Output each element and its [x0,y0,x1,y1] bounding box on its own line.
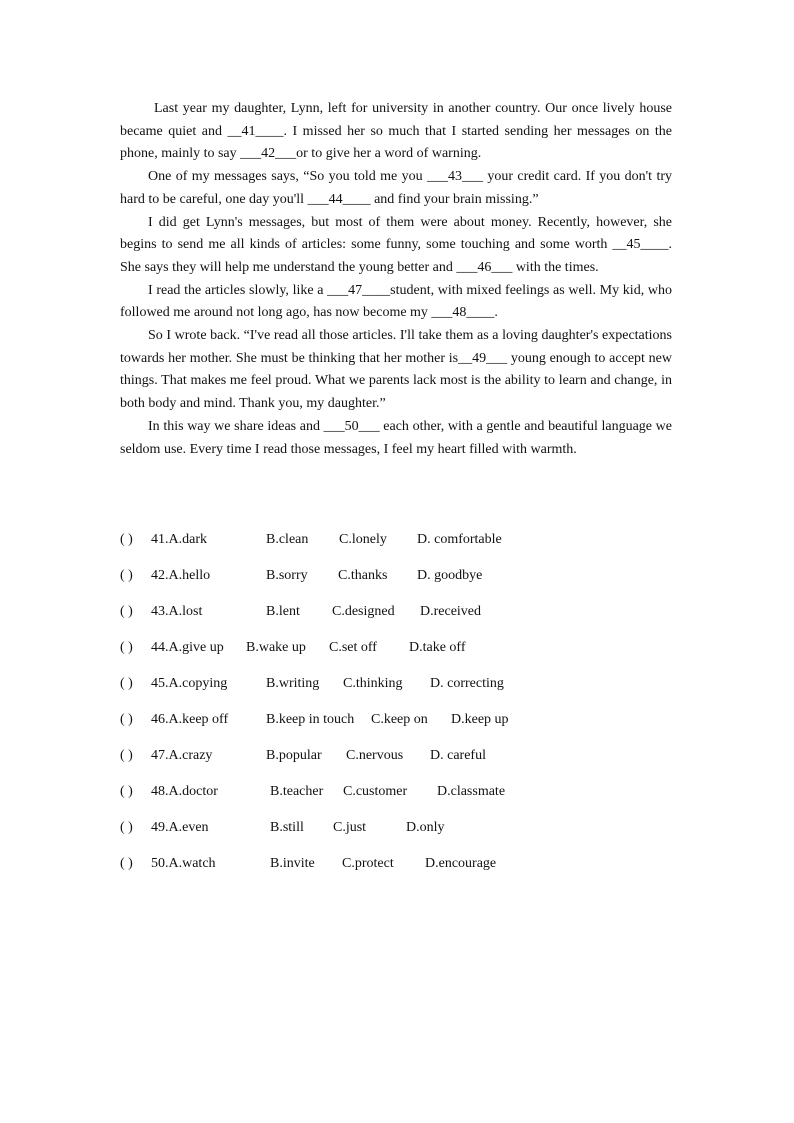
question-48 [120,782,680,802]
option-b: B.popular [266,748,322,763]
option-d: D.take off [409,640,466,655]
question-44 [120,638,680,658]
option-d: D. careful [430,748,486,763]
option-d: D.keep up [451,712,509,727]
option-c: C.customer [343,784,408,799]
option-b: B.wake up [246,640,306,655]
option-b: B.still [270,820,304,835]
answer-blank[interactable]: ( ) [120,604,133,619]
question-49 [120,818,680,838]
option-a: 43.A.lost [151,604,203,619]
option-c: C.set off [329,640,377,655]
question-46 [120,710,680,730]
passage-paragraph: I read the articles slowly, like a ___47____student, with mixed feelings as well. My kid, who followed me around not long ago, has now become my ___48____. [120,282,672,321]
option-a: 48.A.doctor [151,784,218,799]
question-45 [120,674,680,694]
option-d: D.received [420,604,482,619]
answer-blank[interactable]: ( ) [120,748,133,763]
option-b: B.teacher [270,784,324,799]
option-c: C.keep on [371,712,428,727]
option-c: C.thanks [338,568,388,583]
question-42 [120,566,680,586]
option-b: B.invite [270,856,315,871]
passage-paragraph: So I wrote back. “I've read all those articles. I'll take them as a loving daughter's expectations towards her mother. She must be thinking that her mother is__49___ young enough to accept new things. That makes me feel proud. What we parents lack most is the ability to learn and change, in both body and mind. Thank you, my daughter.” [120,328,672,412]
option-b: B.keep in touch [266,712,355,727]
passage-paragraph: Last year my daughter, Lynn, left for university in another country. Our once lively house became quiet and __41____. I missed her so much that I started sending her messages on the phone, mainly to say ___42___or to give her a word of warning. [120,101,672,162]
option-c: C.designed [332,604,395,619]
option-b: B.sorry [266,568,308,583]
question-50 [120,854,680,874]
option-d: D.encourage [425,856,497,871]
option-c: C.lonely [339,532,387,547]
option-b: B.lent [266,604,300,619]
question-41 [120,530,680,550]
answer-blank[interactable]: ( ) [120,820,133,835]
passage-paragraph: In this way we share ideas and ___50___ each other, with a gentle and beautiful language we seldom use. Every time I read those messages, I feel my heart filled with warmth. [120,418,672,457]
option-d: D.classmate [437,784,506,799]
answer-blank[interactable]: ( ) [120,676,133,691]
option-d: D. comfortable [417,532,502,547]
answer-blank[interactable]: ( ) [120,856,133,871]
answer-blank[interactable]: ( ) [120,640,133,655]
option-a: 46.A.keep off [151,712,229,727]
option-c: C.thinking [343,676,403,691]
option-a: 41.A.dark [151,532,207,547]
answer-blank[interactable]: ( ) [120,532,133,547]
option-b: B.clean [266,532,309,547]
option-a: 42.A.hello [151,568,211,583]
answer-blank[interactable]: ( ) [120,568,133,583]
passage-paragraph: One of my messages says, “So you told me you ___43___ your credit card. If you don't try hard to be careful, one day you'll ___44____ and find your brain missing.” [120,169,672,207]
option-a: 49.A.even [151,820,209,835]
answer-blank[interactable]: ( ) [120,712,133,727]
option-c: C.nervous [346,748,404,763]
passage-paragraph: I did get Lynn's messages, but most of them were about money. Recently, however, she begins to send me all kinds of articles: some funny, some touching and some worth __45____. She says they will help me understand the young better and ___46___ with the times. [120,214,672,275]
option-d: D. correcting [430,676,504,691]
option-a: 44.A.give up [151,640,224,655]
option-c: C.just [333,820,367,835]
answer-blank[interactable]: ( ) [120,784,133,799]
cloze-passage [120,98,672,461]
option-a: 50.A.watch [151,856,216,871]
option-a: 45.A.copying [151,676,228,691]
question-47 [120,746,680,766]
question-43 [120,602,680,622]
option-d: D.only [406,820,445,835]
option-a: 47.A.crazy [151,748,213,763]
option-c: C.protect [342,856,394,871]
option-d: D. goodbye [417,568,483,583]
option-b: B.writing [266,676,320,691]
